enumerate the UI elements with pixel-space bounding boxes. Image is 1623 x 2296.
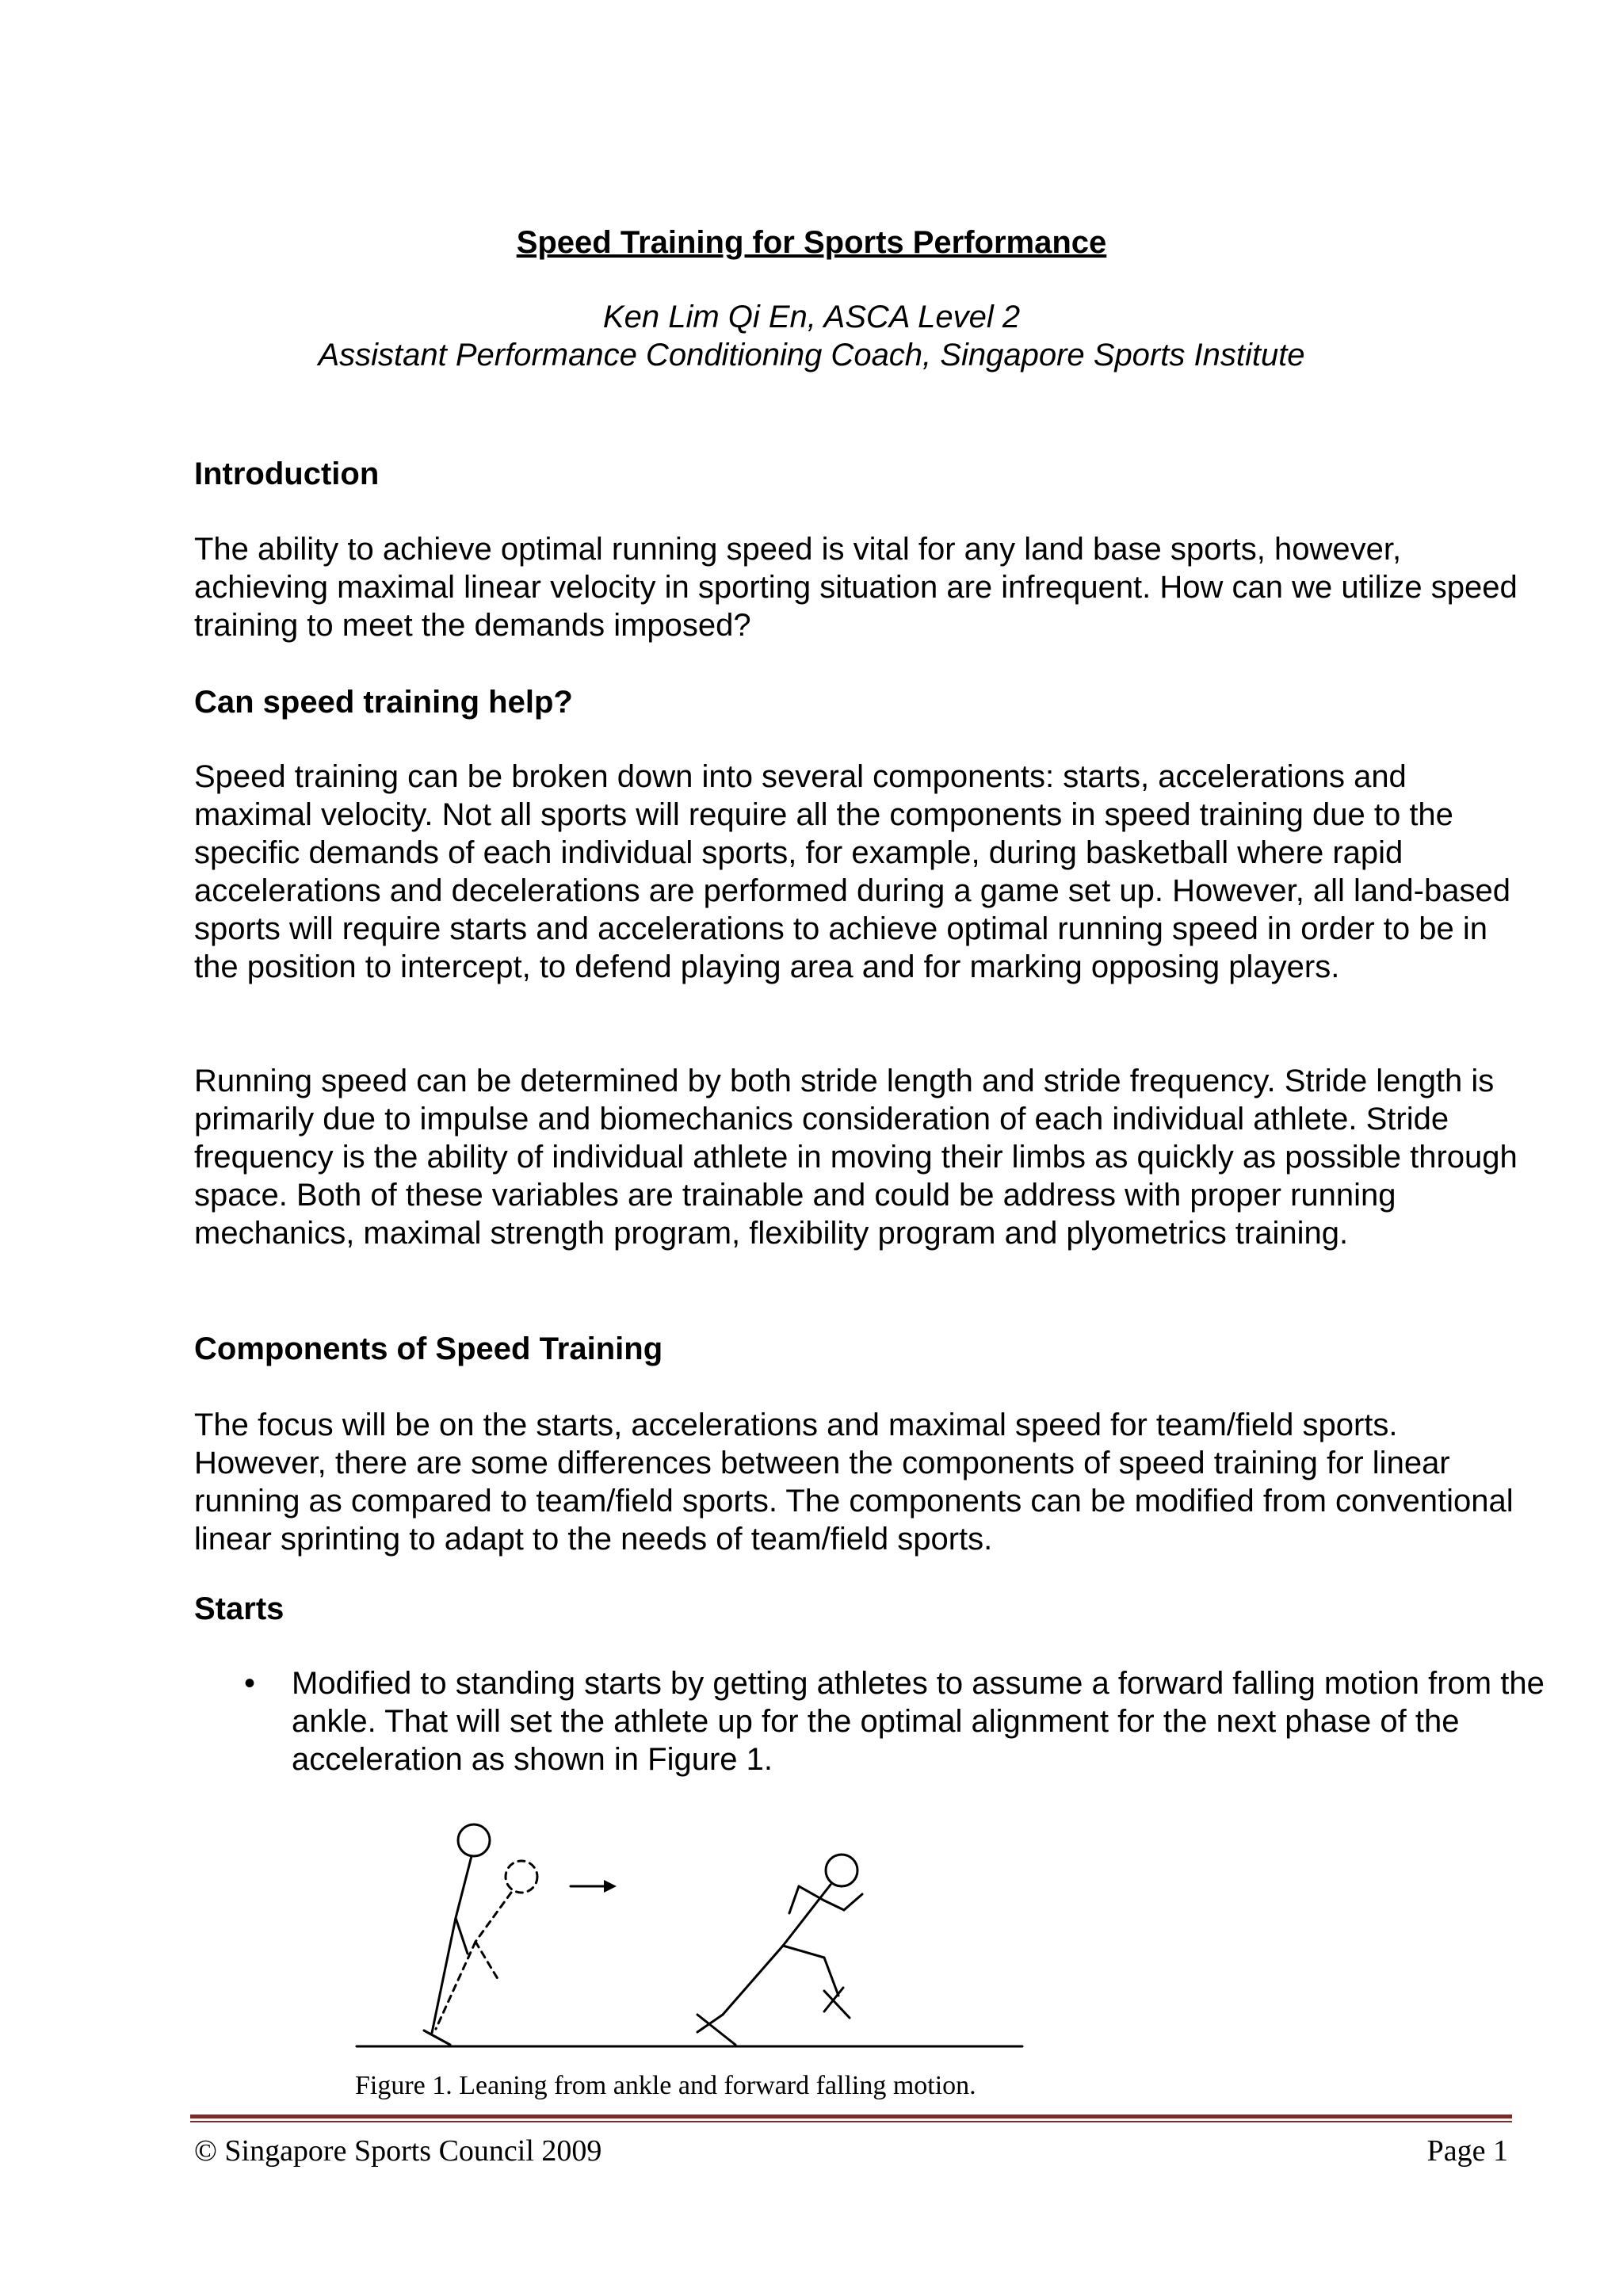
- heading-introduction: Introduction: [194, 457, 380, 491]
- heading-starts: Starts: [194, 1591, 285, 1626]
- head-solid: [458, 1824, 490, 1856]
- figure-caption: Figure 1. Leaning from ankle and forward falling motion.: [355, 2071, 976, 2100]
- paragraph-components-overview: Speed training can be broken down into several components: starts, accelerations and maximal velocity. Not all sports will require all the components in speed training due to the specific demands of each individual sports, for example, during basketball where rapid accelerations and decelerations are performed during a game set up. However, all land-based sports will require starts and accelerations to achieve optimal running speed in order to be in the position to intercept, to defend playing area and for marking opposing players.: [194, 759, 1510, 984]
- paragraph-stride: Running speed can be determined by both stride length and stride frequency. Stride length is primarily due to impulse and biomechanics consideration of each individual athlete. Stride frequency is the ability of individual athlete in moving their limbs as quickly as possible through space. Both of these variables are trainable and could be address with proper running mechanics, maximal strength program, flexibility program and plyometrics training.: [194, 1064, 1518, 1251]
- paragraph-focus: The focus will be on the starts, accelerations and maximal speed for team/field sports. However, there are some differences between the components of speed training for linear running as compared to team/field sports. The components can be modified from conventional linear sprinting to adapt to the needs of team/field sports.: [194, 1408, 1514, 1557]
- heading-can-speed-training-help: Can speed training help?: [194, 685, 573, 720]
- arrow-head: [604, 1880, 617, 1893]
- heading-components-of-speed-training: Components of Speed Training: [194, 1331, 663, 1366]
- bullet-item: Modified to standing starts by getting athletes to assume a forward falling motion from the ankle. That will set the athlete up for the optimal alignment for the next phase of the acceleration as shown in Figure 1.: [292, 1666, 1545, 1777]
- document-title: Speed Training for Sports Performance: [516, 225, 1107, 260]
- figure-stick-figures: [349, 1807, 1030, 2061]
- footer-copyright: © Singapore Sports Council 2009: [194, 2134, 602, 2168]
- affiliation-line: Assistant Performance Conditioning Coach, Singapore Sports Institute: [318, 338, 1305, 372]
- author-line: Ken Lim Qi En, ASCA Level 2: [602, 300, 1021, 334]
- footer-rule-thin: [190, 2121, 1512, 2122]
- bullet-marker: •: [244, 1666, 256, 1701]
- footer-rule: [190, 2115, 1512, 2118]
- running-figure: [697, 1855, 862, 2045]
- paragraph-introduction: The ability to achieve optimal running speed is vital for any land base sports, however, achieving maximal linear velocity in sporting situation are infrequent. How can we utilize speed training to meet the demands imposed?: [194, 532, 1518, 643]
- footer-page-number: Page 1: [1426, 2134, 1508, 2168]
